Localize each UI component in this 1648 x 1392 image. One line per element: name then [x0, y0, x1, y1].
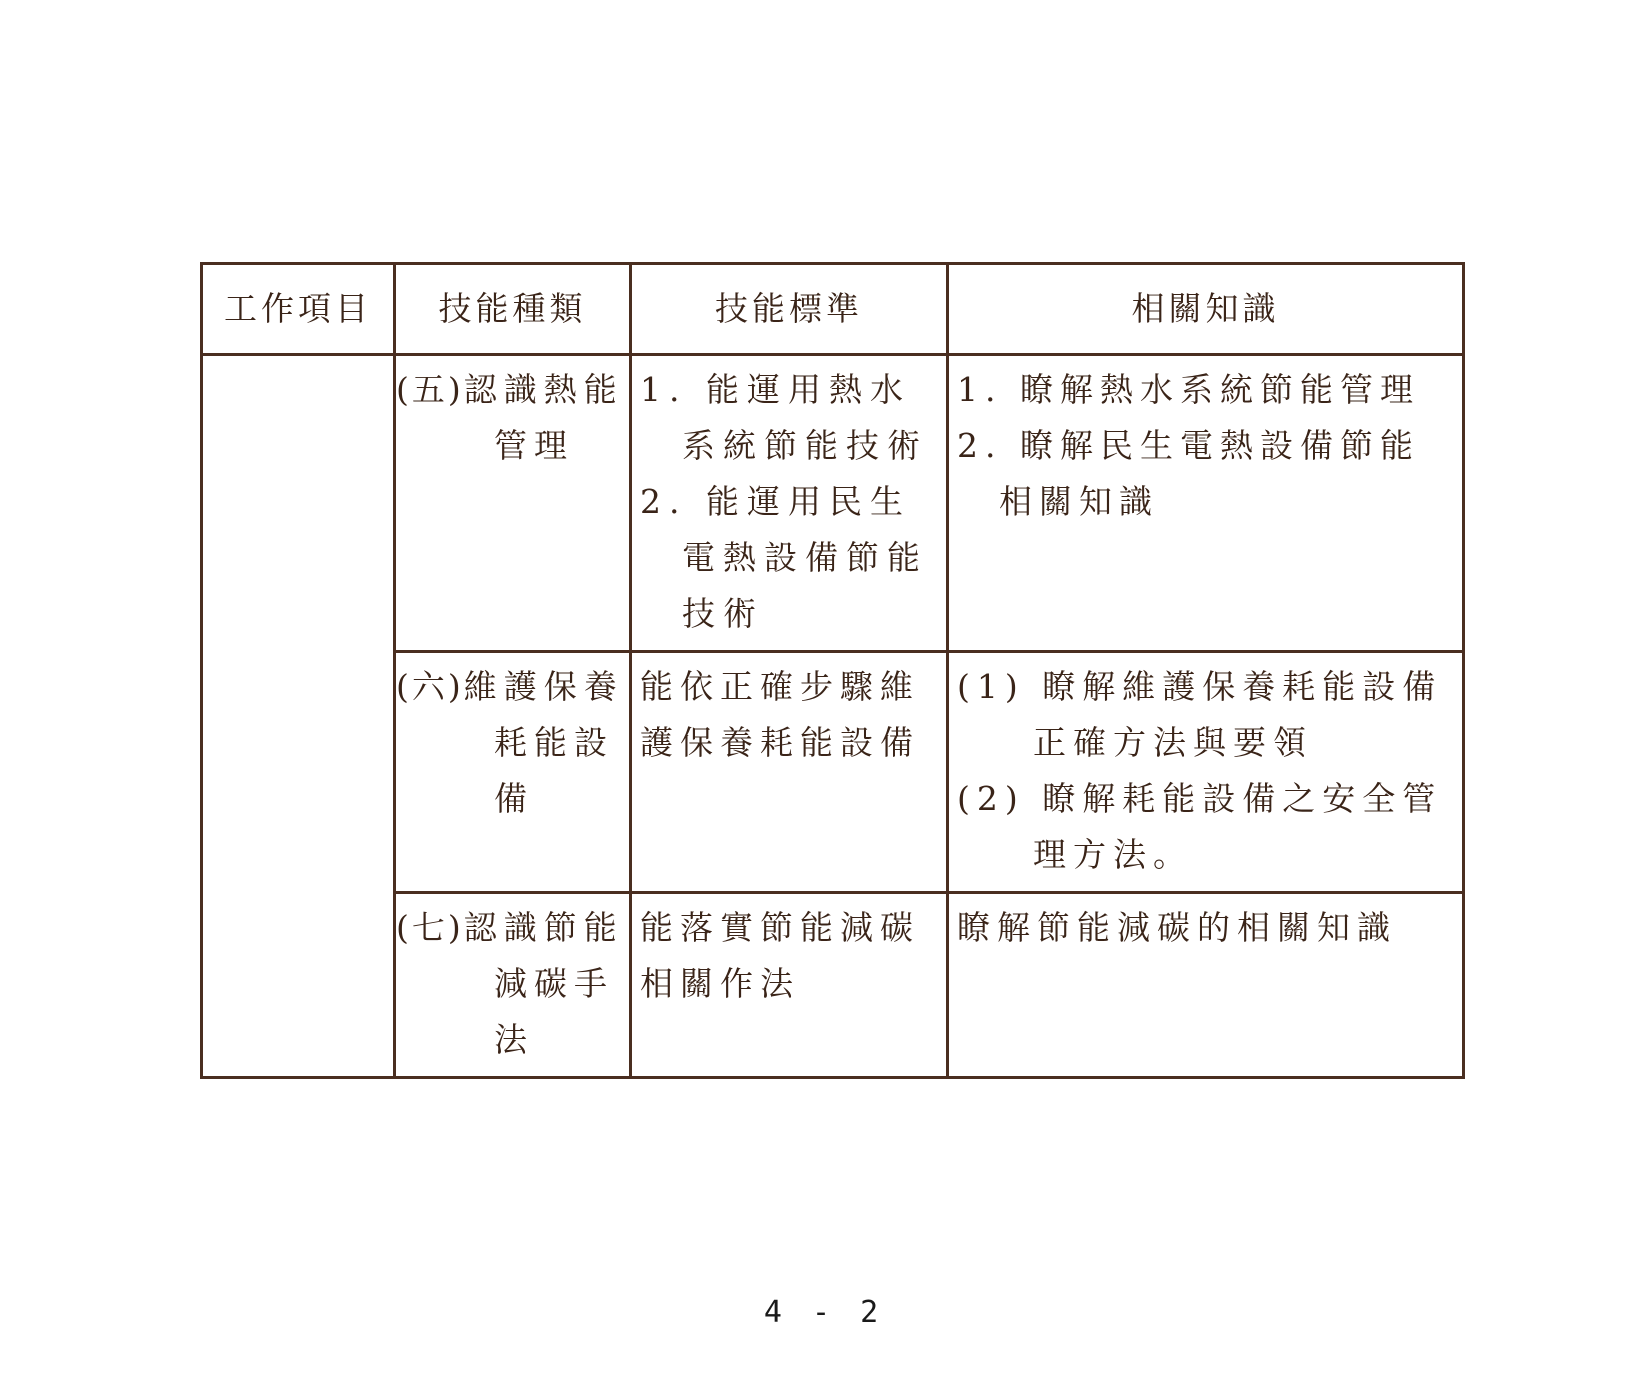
- skill-type-text: [396, 356, 629, 482]
- standard-item: 1. 能運用熱水系統節能技術: [640, 370, 928, 465]
- skill-standard-cell: [631, 893, 948, 1078]
- header-related-knowledge: 相關知識: [948, 264, 1464, 355]
- header-skill-type: 技能種類: [395, 264, 631, 355]
- page-number: 4 - 2: [763, 1295, 885, 1330]
- header-skill-standard: 技能標準: [631, 264, 948, 355]
- standard-item: 能依正確步驟維護保養耗能設備: [640, 667, 920, 762]
- skill-standard-cell: [631, 355, 948, 652]
- standard-item: 能落實節能減碳相關作法: [640, 908, 920, 1003]
- skill-type-text: [396, 894, 629, 1076]
- header-work-item: 工作項目: [202, 264, 395, 355]
- skill-type-label: 認識熱能管理: [463, 370, 624, 465]
- skill-standard-cell: [631, 652, 948, 893]
- skill-type-cell: [395, 355, 631, 652]
- knowledge-item: 瞭解節能減碳的相關知識: [957, 908, 1397, 947]
- knowledge-cell: [948, 652, 1464, 893]
- skill-type-prefix: (七): [396, 908, 464, 947]
- knowledge-item: (2) 瞭解耗能設備之安全管理方法。: [957, 779, 1443, 874]
- knowledge-item: (1) 瞭解維護保養耗能設備正確方法與要領: [957, 667, 1443, 762]
- table-header-row: [202, 264, 1464, 355]
- knowledge-cell: [948, 355, 1464, 652]
- work-item-text: [203, 356, 393, 370]
- skill-type-prefix: (六): [396, 667, 464, 706]
- skills-table: [200, 262, 1465, 1079]
- skill-type-label: 認識節能減碳手法: [463, 908, 624, 1059]
- standard-item: 2. 能運用民生電熱設備節能技術: [640, 482, 928, 633]
- knowledge-cell: [948, 893, 1464, 1078]
- work-item-cell: [202, 355, 395, 1078]
- skill-type-text: [396, 653, 629, 835]
- skill-type-cell: [395, 652, 631, 893]
- table-row: [202, 355, 1464, 652]
- knowledge-item: 2. 瞭解民生電熱設備節能相關知識: [957, 426, 1420, 521]
- skill-type-cell: [395, 893, 631, 1078]
- knowledge-item: 1. 瞭解熱水系統節能管理: [957, 370, 1420, 409]
- skill-type-label: 維護保養耗能設備: [463, 667, 624, 818]
- skill-type-prefix: (五): [396, 370, 464, 409]
